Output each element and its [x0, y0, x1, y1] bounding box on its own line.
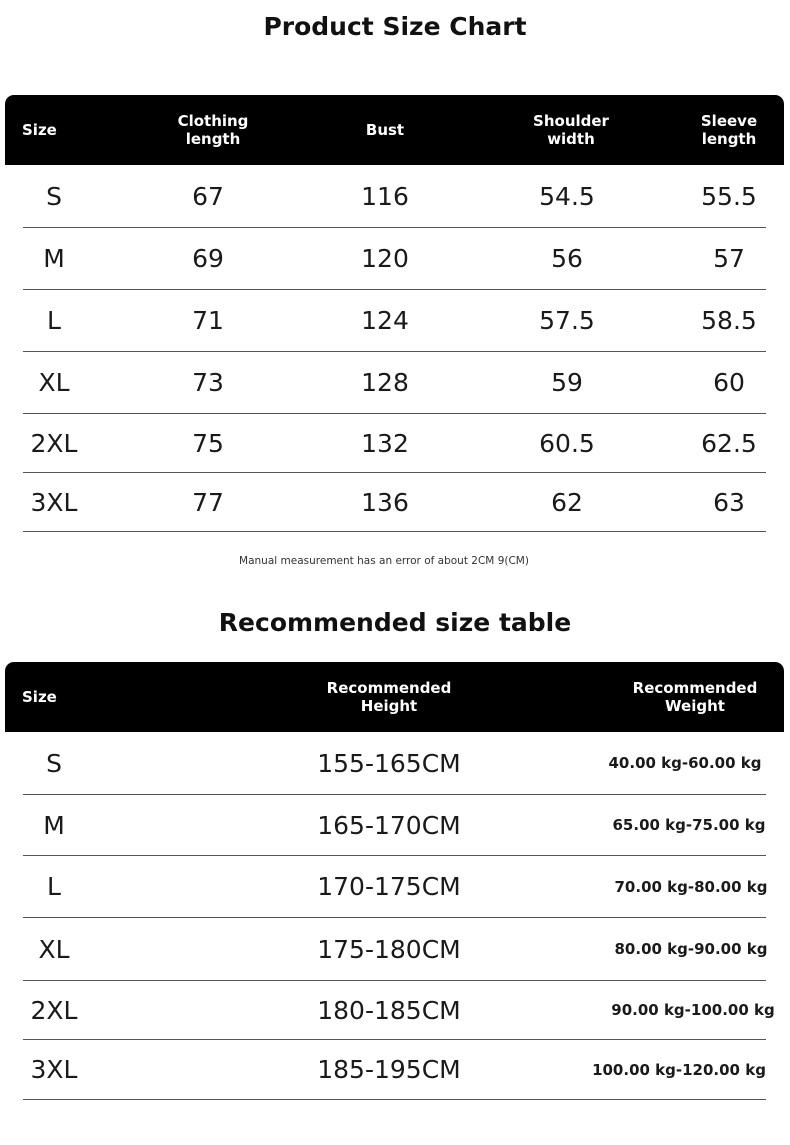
- header-recommended-weight: Recommended Weight: [632, 679, 758, 715]
- size-cell: 2XL: [30, 428, 78, 458]
- bust-cell: 132: [361, 428, 409, 458]
- bust-cell: 120: [361, 244, 409, 273]
- size-cell: S: [46, 181, 62, 211]
- clothing-length-cell: 71: [192, 306, 224, 335]
- sleeve-length-cell: 60: [713, 368, 745, 397]
- sleeve-length-cell: 57: [713, 244, 745, 273]
- size-chart-title: Product Size Chart: [263, 12, 527, 41]
- weight-cell: 65.00 kg-75.00 kg: [612, 816, 766, 834]
- table-row: [23, 165, 766, 228]
- clothing-length-cell: 75: [192, 428, 224, 458]
- height-cell: 180-185CM: [317, 995, 461, 1025]
- weight-cell: 100.00 kg-120.00 kg: [592, 1060, 766, 1079]
- clothing-length-cell: 73: [192, 368, 224, 397]
- sleeve-length-cell: 55.5: [701, 181, 757, 211]
- size-cell: L: [47, 306, 61, 335]
- size-cell: M: [43, 810, 65, 840]
- table-row: [23, 732, 766, 795]
- measurement-note: Manual measurement has an error of about 2CM 9(CM): [239, 555, 529, 567]
- height-cell: 165-170CM: [317, 810, 461, 840]
- height-cell: 185-195CM: [317, 1055, 461, 1084]
- header-bust: Bust: [365, 121, 405, 139]
- height-cell: 175-180CM: [317, 934, 461, 964]
- weight-cell: 40.00 kg-60.00 kg: [608, 754, 762, 772]
- table-row: [23, 795, 766, 856]
- clothing-length-cell: 69: [192, 244, 224, 273]
- header-recommended-height: Recommended Height: [326, 679, 452, 715]
- size-cell: 3XL: [30, 487, 78, 517]
- recommended-table-title: Recommended size table: [218, 608, 572, 637]
- size-cell: M: [43, 244, 65, 273]
- sleeve-length-cell: 63: [713, 487, 745, 517]
- sleeve-length-cell: 62.5: [701, 428, 757, 458]
- table-row: [23, 981, 775, 1040]
- table-row: [23, 352, 766, 414]
- shoulder-width-cell: 62: [551, 487, 583, 517]
- table-row: [23, 290, 766, 352]
- header-size: Size: [22, 688, 57, 706]
- size-cell: XL: [38, 368, 70, 397]
- size-cell: S: [46, 748, 62, 778]
- weight-cell: 70.00 kg-80.00 kg: [614, 877, 768, 896]
- weight-cell: 90.00 kg-100.00 kg: [611, 1001, 775, 1019]
- table-row: [23, 1040, 766, 1100]
- size-chart-header: [5, 95, 784, 165]
- bust-cell: 116: [361, 181, 409, 211]
- shoulder-width-cell: 59: [551, 368, 583, 397]
- table-row: [23, 856, 766, 918]
- table-row: [23, 473, 766, 532]
- shoulder-width-cell: 57.5: [539, 306, 595, 335]
- bust-cell: 128: [361, 368, 409, 397]
- size-cell: 2XL: [30, 995, 78, 1025]
- height-cell: 170-175CM: [317, 872, 461, 901]
- shoulder-width-cell: 54.5: [539, 181, 595, 211]
- table-row: [23, 918, 766, 981]
- shoulder-width-cell: 60.5: [539, 428, 595, 458]
- table-row: [23, 414, 766, 473]
- recommended-table-header: [5, 662, 784, 732]
- header-shoulder-width: Shoulder width: [533, 112, 609, 148]
- shoulder-width-cell: 56: [551, 244, 583, 273]
- clothing-length-cell: 67: [192, 181, 224, 211]
- size-cell: 3XL: [30, 1055, 78, 1084]
- size-cell: XL: [38, 934, 70, 964]
- bust-cell: 136: [361, 487, 409, 517]
- header-sleeve-length: Sleeve length: [700, 112, 758, 148]
- sleeve-length-cell: 58.5: [701, 306, 757, 335]
- table-row: [23, 228, 766, 290]
- weight-cell: 80.00 kg-90.00 kg: [614, 940, 768, 958]
- size-cell: L: [47, 872, 61, 901]
- clothing-length-cell: 77: [192, 487, 224, 517]
- header-size: Size: [22, 121, 57, 139]
- bust-cell: 124: [361, 306, 409, 335]
- height-cell: 155-165CM: [317, 748, 461, 778]
- header-clothing-length: Clothing length: [177, 112, 249, 148]
